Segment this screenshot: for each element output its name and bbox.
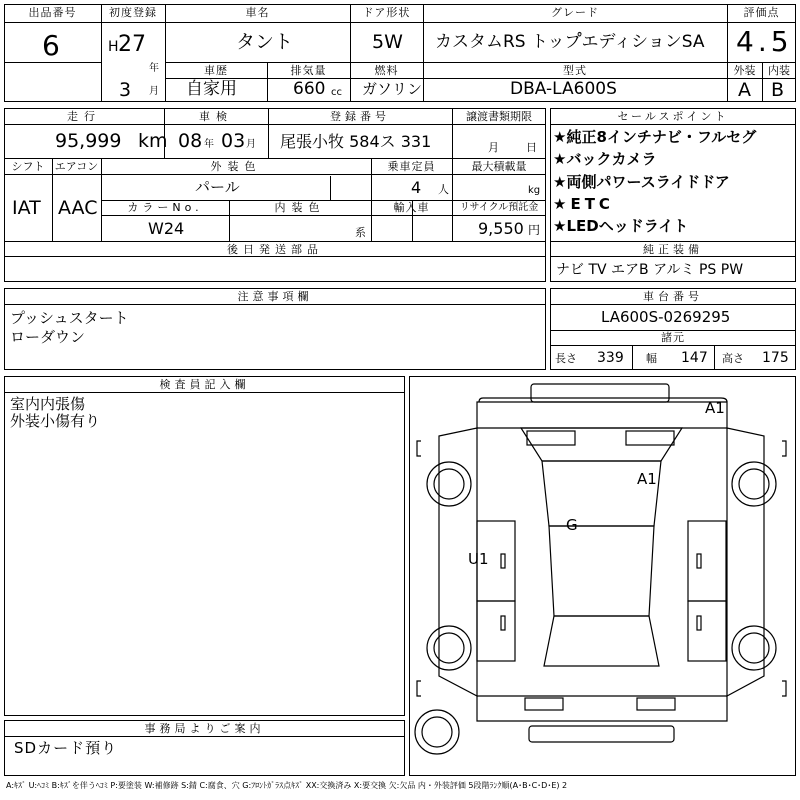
notes-label: 注意事項欄 xyxy=(237,290,313,303)
diagram-part xyxy=(688,601,726,661)
inspector-note: 外装小傷有り xyxy=(10,412,101,430)
diagram-part xyxy=(549,526,654,616)
note-line: ローダウン xyxy=(10,328,86,346)
inspection-month: 03 xyxy=(221,130,246,152)
width-label: 幅 xyxy=(646,352,657,365)
damage-mark: A1 xyxy=(637,470,657,488)
ac: AAC xyxy=(58,197,98,219)
door-label: ドア形状 xyxy=(362,6,411,19)
height-label: 高さ xyxy=(722,352,744,365)
inspector-label: 検査員記入欄 xyxy=(159,378,250,391)
car-diagram xyxy=(409,376,796,776)
mileage: 95,999 xyxy=(55,130,122,152)
car-name-label: 車名 xyxy=(245,6,270,19)
displacement-unit: cc xyxy=(331,87,342,98)
office-note: SDカード預り xyxy=(14,739,118,757)
diagram-part xyxy=(727,428,764,696)
capacity-label: 乗車定員 xyxy=(387,160,436,173)
inspection-label: 車検 xyxy=(199,110,233,123)
diagram-bracket xyxy=(417,441,421,456)
score-label: 評価点 xyxy=(743,6,780,19)
int-color-label: 内装色 xyxy=(274,201,326,214)
diagram-part xyxy=(527,431,575,445)
door-type: 5W xyxy=(372,31,403,53)
import-label: 輸入車 xyxy=(393,201,430,214)
transfer-label: 譲渡書類期限 xyxy=(466,110,532,123)
diagram-part xyxy=(697,554,701,568)
displacement-label: 排気量 xyxy=(290,64,327,77)
spec-label: 諸元 xyxy=(661,331,685,344)
shift-label: シフト xyxy=(11,160,45,173)
chassis-number: LA600S-0269295 xyxy=(601,308,731,326)
diagram-part xyxy=(529,726,674,742)
shift: IAT xyxy=(12,197,41,219)
damage-mark: U1 xyxy=(468,550,489,568)
exterior-grade: A xyxy=(738,79,751,101)
sales-point: ★純正8インチナビ・フルセグ xyxy=(553,128,757,146)
exterior-label: 外装 xyxy=(733,64,756,77)
sales-point: ★両側パワースライドドア xyxy=(553,173,730,191)
color-number: W24 xyxy=(148,219,185,238)
diagram-part xyxy=(531,384,669,402)
interior-grade: B xyxy=(771,79,785,101)
registration-number: 尾張小牧 584ス 331 xyxy=(280,132,432,151)
capacity: 4 xyxy=(411,178,422,197)
score: 4.5 xyxy=(736,25,793,58)
diagram-bracket xyxy=(782,681,786,696)
era: H xyxy=(108,39,119,55)
capacity-unit: 人 xyxy=(438,183,449,196)
year-unit: 年 xyxy=(149,63,159,74)
equipment-label: 純正装備 xyxy=(643,243,703,256)
sales-point: ★ETC xyxy=(553,195,614,213)
history: 自家用 xyxy=(186,79,237,99)
grade: カスタムRS トップ゚エディションSA xyxy=(435,32,705,52)
grade-label: グレード xyxy=(551,6,599,19)
month-unit: 月 xyxy=(149,86,159,97)
office-label: 事務局よりご案内 xyxy=(144,722,265,735)
diagram-wheel xyxy=(422,717,452,747)
damage-mark: G xyxy=(566,516,578,534)
max-load-label: 最大積載量 xyxy=(471,160,527,173)
diagram-part xyxy=(477,696,727,721)
diagram-part xyxy=(697,616,701,630)
diagram-part xyxy=(501,554,505,568)
max-load-unit: kg xyxy=(528,185,541,196)
model-label: 型式 xyxy=(563,64,587,77)
diagram-part xyxy=(477,601,515,661)
reg-label: 登録番号 xyxy=(330,110,390,123)
later-parts-label: 後日発送部品 xyxy=(227,243,323,256)
transfer-day-unit: 日 xyxy=(526,141,537,154)
diagram-part xyxy=(688,521,726,601)
fuel: ガソリン xyxy=(362,80,423,98)
lot-label: 出品番号 xyxy=(28,6,77,19)
damage-mark: A1 xyxy=(705,399,725,417)
recycle-unit: 円 xyxy=(528,223,541,237)
ac-label: エアコン xyxy=(54,160,99,173)
transfer-month-unit: 月 xyxy=(488,141,499,154)
color-no-label: カラーNo. xyxy=(127,201,203,214)
chassis-label: 車台番号 xyxy=(643,290,703,303)
sales-points-label: セールスポイント xyxy=(617,110,729,123)
interior-label: 内装 xyxy=(768,64,790,77)
height: 175 xyxy=(762,350,789,366)
inspection-year-unit: 年 xyxy=(204,139,214,150)
sales-point: ★バックカメラ xyxy=(553,150,657,168)
diagram-part xyxy=(501,616,505,630)
length: 339 xyxy=(597,350,624,366)
inspection-year: 08 xyxy=(178,130,203,152)
mileage-unit: km xyxy=(138,130,168,152)
diagram-part xyxy=(477,399,727,428)
sales-point: ★LEDヘッドライト xyxy=(553,217,689,235)
fuel-label: 燃料 xyxy=(374,64,399,77)
diagram-part xyxy=(637,698,675,710)
diagram-part xyxy=(525,698,563,710)
ext-color-label: 外装色 xyxy=(210,160,262,173)
recycle-fee: 9,550 xyxy=(478,219,524,238)
inspection-month-unit: 月 xyxy=(246,139,256,150)
diagram-part xyxy=(479,398,727,402)
diagram-bracket xyxy=(782,441,786,456)
inspector-note: 室内内張傷 xyxy=(10,395,86,413)
first-reg-year: 27 xyxy=(118,32,146,57)
note-line: プッシュスタート xyxy=(10,309,129,327)
diagram-bracket xyxy=(417,681,421,696)
legend: A:ｷｽﾞ U:ﾍｺﾐ B:ｷｽﾞを伴うﾍｺﾐ P:要塗装 W:補修跡 S:錆 C:腐食、穴 G:ﾌﾛﾝﾄｶﾞﾗｽ点ｷｽﾞ XX:交換済み X:要交換 欠:欠品 内・外装評価 5段階ﾗﾝｸ順(A･B･C･D･E) 2 xyxy=(6,781,568,790)
lot-number: 6 xyxy=(42,29,60,62)
length-label: 長さ xyxy=(555,352,577,365)
recycle-label: リサイクル預託金 xyxy=(459,202,539,213)
int-color-unit: 系 xyxy=(355,226,366,239)
equipment: ナビ TV エアB アルミ PS PW xyxy=(556,262,744,278)
width: 147 xyxy=(681,350,708,366)
mileage-label: 走行 xyxy=(67,110,101,123)
model: DBA-LA600S xyxy=(510,79,617,99)
diagram-part xyxy=(544,616,659,666)
displacement: 660 xyxy=(293,79,326,99)
first-reg-label: 初度登録 xyxy=(109,6,157,19)
first-reg-month: 3 xyxy=(119,79,132,101)
car-name: タント xyxy=(236,31,294,53)
exterior-color: パール xyxy=(195,178,240,196)
history-label: 車歴 xyxy=(204,64,228,77)
diagram-part xyxy=(626,431,674,445)
